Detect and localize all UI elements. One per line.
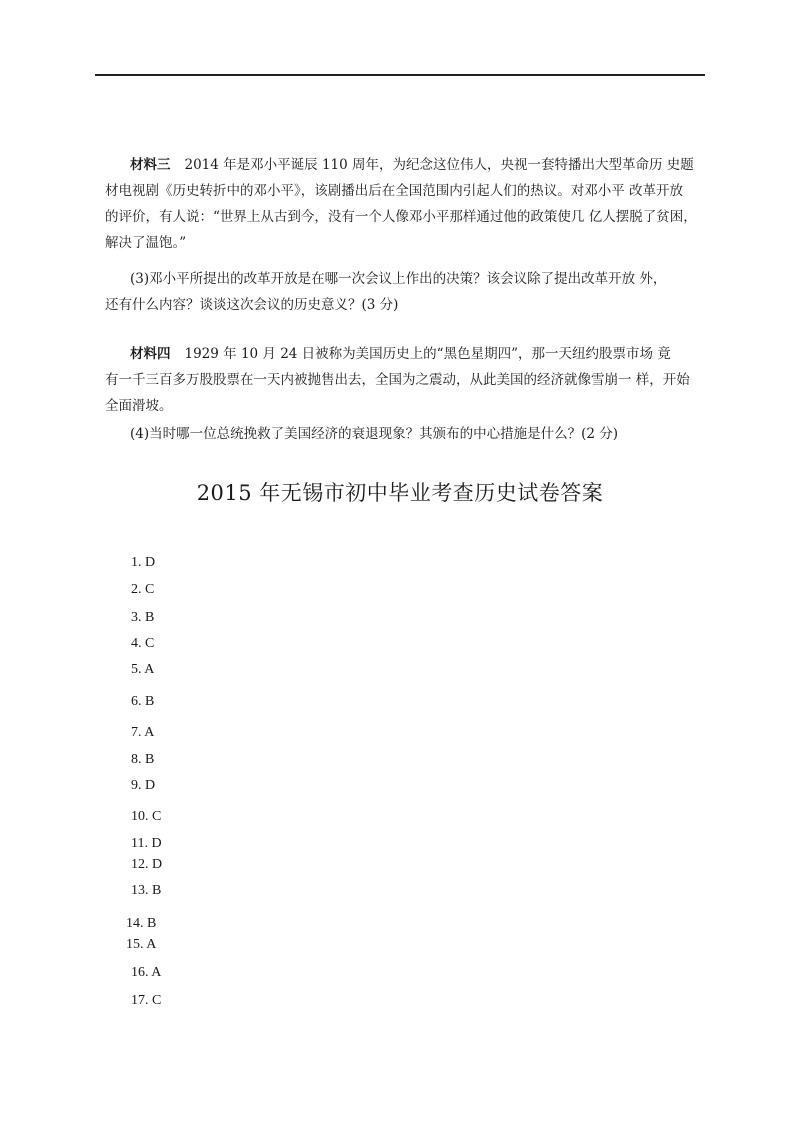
answer-item: 12. D — [131, 857, 163, 872]
answer-item: 16. A — [131, 965, 162, 980]
answer-item: 13. B — [131, 883, 162, 898]
answer-item: 17. C — [131, 993, 162, 1008]
answer-key-title: 2015 年无锡市初中毕业考查历史试卷答案 — [196, 481, 604, 505]
answer-item: 3. B — [131, 610, 155, 625]
answer-item: 14. B — [126, 916, 157, 931]
material-three-line-1: 材料三 2014 年是邓小平诞辰 110 周年，为纪念这位伟人，央视一套特播出大型革命历 史题 — [130, 157, 694, 173]
answer-item: 11. D — [131, 836, 162, 851]
material-three-line-3: 的评价，有人说：“世界上从古到今，没有一个人像邓小平那样通过他的政策使几 亿人摆脱了贫困， — [105, 209, 697, 225]
question-three-line-2: 还有什么内容？谈谈这次会议的历史意义？(3 分) — [105, 297, 399, 313]
material-four-line-2: 有一千三百多万股股票在一天内被抛售出去，全国为之震动，从此美国的经济就像雪崩一 样，开始 — [105, 372, 690, 388]
material-four-label: 材料四 — [130, 346, 171, 362]
material-three-line-2: 材电视剧《历史转折中的邓小平》，该剧播出后在全国范围内引起人们的热议。对邓小平 改革开放 — [105, 183, 684, 199]
material-three-label: 材料三 — [130, 157, 171, 173]
question-four-text: (4)当时哪一位总统挽救了美国经济的衰退现象？其颁布的中心措施是什么？(2 分) — [130, 426, 619, 442]
answer-item: 2. C — [131, 582, 155, 597]
material-four-line-3: 全面滑坡。 — [105, 398, 173, 414]
answer-item: 5. A — [131, 662, 155, 677]
answer-item: 15. A — [126, 937, 157, 952]
material-three — [105, 152, 710, 256]
question-three — [105, 266, 710, 318]
question-three-line-1: (3)邓小平所提出的改革开放是在哪一次会议上作出的决策？该会议除了提出改革开放 外， — [130, 271, 667, 287]
answer-item: 6. B — [131, 694, 155, 709]
answer-item: 9. D — [131, 778, 156, 793]
answer-item: 1. D — [131, 555, 156, 570]
material-three-line-4: 解决了温饱。” — [105, 235, 187, 251]
material-four — [105, 341, 710, 419]
answer-item: 7. A — [131, 725, 155, 740]
answer-item: 4. C — [131, 636, 155, 651]
answer-item: 10. C — [131, 809, 162, 824]
question-four — [130, 421, 710, 447]
header-rule — [95, 74, 705, 76]
answer-item: 8. B — [131, 752, 155, 767]
material-four-line-1: 材料四 1929 年 10 月 24 日被称为美国历史上的“黑色星期四”，那一天纽约股票市场 竟 — [130, 346, 671, 362]
